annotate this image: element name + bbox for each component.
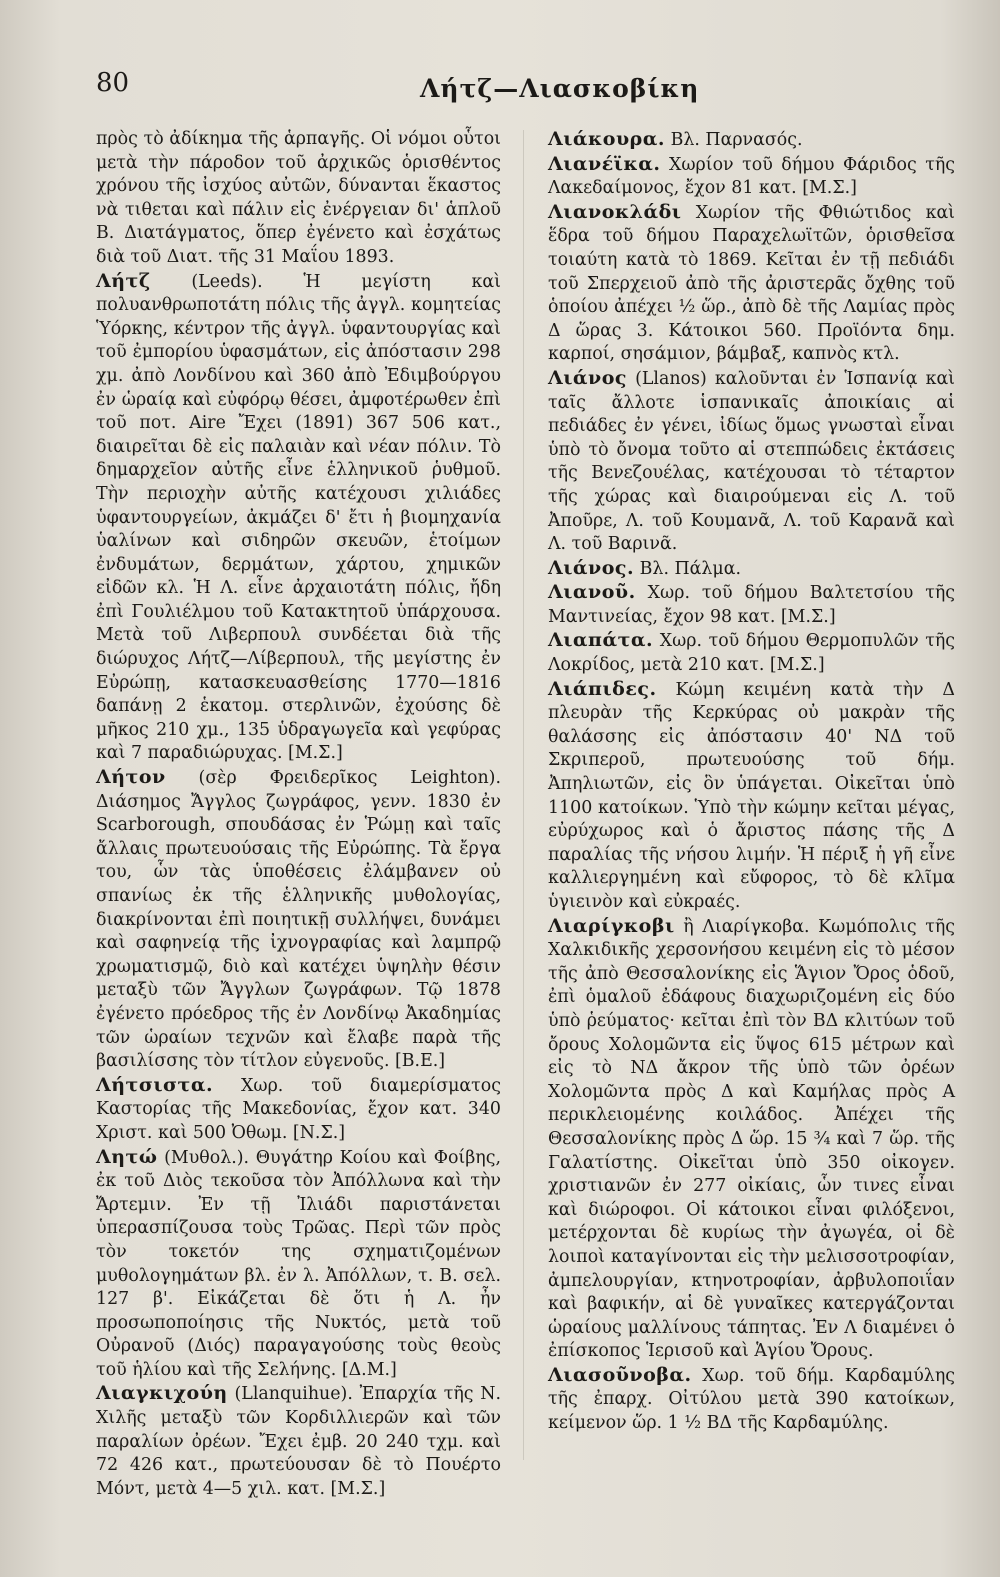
entry-headword: Λήτον: [96, 766, 166, 789]
entry-text: Χωρ. τοῦ δήμου Θερμοπυλῶν τῆς Λοκρίδος, μετὰ 210 κατ. [Μ.Σ.]: [548, 631, 956, 676]
entry: [548, 915, 955, 1364]
entry-text: Χωρίον τῆς Φθιώτιδος καὶ ἕδρα τοῦ δήμου Παραχελωϊτῶν, ὁρισθεῖσα τοιαύτη κατὰ τὸ 1869. Κεῖται ἐν τῇ πεδιάδι τοῦ Σπερχειοῦ ἀπὸ τῆς ἀριστερᾶς ὄχθης τοῦ ὁποίου ἀπέχει ½ ὥρ., ἀπὸ δὲ τῆς Λαμίας πρὸς Δ ὥρας 3. Κάτοικοι 560. Προϊόντα δημ. καρποί, σησάμιον, βάμβαξ, καπνὸς κτλ.: [548, 202, 956, 365]
entry-text: (Μυθολ.). Θυγάτηρ Κοίου καὶ Φοίβης, ἐκ τοῦ Διὸς τεκοῦσα τὸν Ἀπόλλωνα καὶ τὴν Ἄρτεμιν. Ἐν τῇ Ἰλιάδι παριστάνεται ὑπερασπίζουσα τοὺς Τρῶας. Περὶ τῶν πρὸς τὸν τοκετόν της σχηματιζομένων μυθολογημάτων βλ. ἐν λ. Ἀπόλλων, τ. Β. σελ. 127 β'. Εἰκάζεται δὲ ὅτι ἡ Λ. ἦν προσωποποίησις τῆς Νυκτός, μετὰ τοῦ Οὐρανοῦ (Διός) παραγαγούσης τοὺς θεοὺς τοῦ ἡλίου καὶ τῆς Σελήνης. [Δ.Μ.]: [96, 1147, 501, 1380]
entry-text: (Llanos) καλοῦνται ἐν Ἱσπανίᾳ καὶ ταῖς ἄλλοτε ἱσπανικαῖς ἀποικίαις αἱ πεδιάδες ἐν γένει, ἰδίως ὅμως γνωσταὶ εἶναι ὑπὸ τὸ ὄνομα τοῦτο αἱ στεππώδεις ἐκτάσεις τῆς Βενεζουέλας, κατέχουσαι τὸ τέταρτον τῆς χώρας καὶ διαιρούμεναι εἰς Λ. τοῦ Ἀποῦρε, Λ. τοῦ Κουμανᾶ, Λ. τοῦ Καρανᾶ καὶ Λ. τοῦ Βαρινᾶ.: [548, 368, 956, 555]
entry: [96, 1074, 501, 1146]
entry-headword: Λιασοῦνοβα.: [548, 1363, 692, 1386]
entry-headword: Λιανοκλάδι: [548, 200, 682, 223]
entry-headword: Λήτσιστα.: [96, 1073, 214, 1096]
entry-text: Χωρ. τοῦ δήμου Βαλτετσίου τῆς Μαντινείας, ἔχον 98 κατ. [Μ.Σ.]: [548, 583, 955, 627]
entry-headword: Λιανοῦ.: [548, 581, 636, 604]
entry-headword: Λιαπάτα.: [548, 629, 654, 652]
entry-text: ἢ Λιαρίγκοβα. Κωμόπολις τῆς Χαλκιδικῆς χερσονήσου κειμένη εἰς τὸ μέσον τῆς ἀπὸ Θεσσαλονίκης εἰς Ἅγιον Ὄρος ὁδοῦ, ἐπὶ ὁμαλοῦ ἐδάφους διαχωριζομένη εἰς δύο ὑπὸ ῥεύματος· κεῖται ἐπὶ τὸν ΒΔ κλιτύων τοῦ ὄρους Χολομῶντα εἰς ὕψος 615 μέτρων καὶ εἰς τὸ ΝΔ ἄκρον τῆς ὑπὸ τῶν ὀρέων Χολομῶντα πρὸς Δ καὶ Καμήλας πρὸς Α περικλειομένης κοιλάδος. Ἀπέχει τῆς Θεσσαλονίκης πρὸς Δ ὥρ. 15 ¾ καὶ 7 ὥρ. τῆς Γαλατίστης. Οἰκεῖται ὑπὸ 350 οἰκογεν. χριστιανῶν ἐν 277 οἰκίαις, ὧν τινες εἶναι καὶ διώροφοι. Οἱ κάτοικοι εἶναι φιλόξενοι, μετέρχονται δὲ κυρίως τὴν ἀγωγέα, οἱ δὲ λοιποὶ καταγίνονται εἰς τὴν μελισσοτροφίαν, ἀμπελουργίαν, κτηνοτροφίαν, ἀρβυλοποιΐαν καὶ βαφικήν, αἱ δὲ γυναῖκες κατεργάζονται ὡραίους μαλλίνους τάπητας. Ἐν Λ διαμένει ὁ ἐπίσκοπος Ἱερισοῦ καὶ Ἁγίου Ὄρους.: [548, 916, 955, 1362]
entry-text: (σὲρ Φρειδερῖκος Leighton). Διάσημος Ἄγγλος ζωγράφος, γενν. 1830 ἐν Scarborough, σπουδάσας ἐν Ῥώμῃ καὶ ταῖς ἄλλαις πρωτευούσαις τῆς Εὐρώπης. Τὰ ἔργα του, ὧν τὰς ὑποθέσεις ἐλάμβανεν οὐ σπανίως ἐκ τῆς ἑλληνικῆς μυθολογίας, διακρίνονται ἐπὶ ποιητικῇ συλλήψει, δυνάμει καὶ σαφηνείᾳ τῆς ἰχνογραφίας καὶ λαμπρῷ χρωματισμῷ, διὸ καὶ κατέχει ὑψηλὴν θέσιν μεταξὺ τῶν Ἄγγλων ζωγράφων. Τῷ 1878 ἐγένετο πρόεδρος τῆς ἐν Λονδίνῳ Ἀκαδημίας τῶν ὡραίων τεχνῶν καὶ ἔλαβε παρὰ τῆς βασιλίσσης τὸν τίτλον εὐγενοῦς. [Β.Ε.]: [96, 768, 501, 1072]
entry: [96, 1382, 501, 1501]
entry: [548, 581, 955, 629]
entry-headword: Λιάνος.: [548, 556, 635, 579]
entry: [548, 629, 955, 677]
entry-headword: Λιάπιδες.: [548, 677, 657, 700]
entry-text: Κώμη κειμένη κατὰ τὴν Δ πλευρὰν τῆς Κερκύρας οὐ μακρὰν τῆς θαλάσσης εἰς ἀπόστασιν 40' ΝΔ τοῦ Σκριπεροῦ, πρωτευούσης τοῦ δήμ. Ἀπηλιωτῶν, εἰς ὃν ὑπάγεται. Οἰκεῖται ὑπὸ 1100 κατοίκων. Ὑπὸ τὴν κώμην κεῖται μέγας, εὐρύχωρος καὶ ὁ ἄριστος πάσης τῆς Δ παραλίας τῆς νήσου λιμήν. Ἡ πέριξ ἡ γῆ εἶνε καλλιεργημένη καὶ εὔφορος, τὸ δὲ κλῖμα ὑγιεινὸν καὶ εὐκραές.: [548, 679, 955, 912]
entry-headword: Λήτζ: [96, 269, 151, 292]
entry-text: Χωρίον τοῦ δήμου Φάριδος τῆς Λακεδαίμονος, ἔχον 81 κατ. [Μ.Σ.]: [548, 154, 955, 199]
entry-text: Χωρ. τοῦ διαμερίσματος Καστορίας τῆς Μακεδονίας, ἔχον κατ. 340 Χριστ. καὶ 500 Ὀθωμ. [Ν.Σ.]: [96, 1075, 501, 1143]
entry-text: Βλ. Παρνασός.: [670, 130, 803, 150]
column-divider: [523, 130, 524, 1460]
entry: [96, 766, 501, 1074]
running-title: Λήτζ—Λιασκοβίκη: [420, 74, 700, 103]
entry-headword: Λιαρίγκοβι: [548, 914, 675, 937]
entry-headword: Λιάνος: [548, 366, 627, 389]
entry: [548, 678, 955, 915]
entry-headword: Λιαγκιχούη: [96, 1382, 228, 1405]
entry: [548, 367, 955, 557]
entry: [548, 128, 955, 153]
entry-headword: Λιάκουρα.: [548, 128, 666, 150]
entry-headword: Λητώ: [96, 1145, 158, 1168]
entry: [96, 1146, 501, 1383]
entry: [548, 201, 955, 367]
entry-text: Βλ. Πάλμα.: [639, 558, 742, 579]
entry: [96, 128, 501, 270]
left-column: [96, 128, 501, 1501]
page-number: 80: [96, 68, 130, 98]
entry-text: (Leeds). Ἡ μεγίστη καὶ πολυανθρωποτάτη πόλις τῆς ἀγγλ. κομητείας Ὑόρκης, κέντρον τῆς ἀγγλ. ὑφαντουργίας καὶ τοῦ ἐμπορίου ὑφασμάτων, εἰς ἀπόστασιν 298 χμ. ἀπὸ Λονδίνου καὶ 360 ἀπὸ Ἐδιμβούργου ἐν ὡραίᾳ καὶ εὐφόρῳ θέσει, ἀμφοτέρωθεν ἐπὶ τοῦ ποτ. Aire Ἔχει (1891) 367 506 κατ., διαιρεῖται δὲ εἰς παλαιὰν καὶ νέαν πόλιν. Τὸ δημαρχεῖον αὐτῆς εἶνε ἑλληνικοῦ ῥυθμοῦ. Τὴν περιοχὴν αὐτῆς κατέχουσι χιλιάδες ὑφαντουργείων, ἀκμάζει δ' ἔτι ἡ βιομηχανία ὑαλίνων καὶ σιδηρῶν σκευῶν, ἑτοίμων ἐνδυμάτων, δερμάτων, χάρτου, χημικῶν εἰδῶν κλ. Ἡ Λ. εἶνε ἀρχαιοτάτη πόλις, ἤδη ἐπὶ Γουλιέλμου τοῦ Κατακτητοῦ ὑπάρχουσα. Μετὰ τοῦ Λιβερπουλ συνδέεται διὰ τῆς διώρυχος Λήτζ—Λίβερπουλ, τῆς μεγίστης ἐν Εὐρώπῃ, κατασκευασθείσης 1770—1816 δαπάνῃ 2 ἑκατομ. στερλινῶν, ἐχούσης δὲ μῆκος 210 χμ., 135 ὑδραγωγεῖα καὶ γεφύρας καὶ 7 παραδιώρυχας. [Μ.Σ.]: [96, 271, 501, 764]
entry-text: πρὸς τὸ ἀδίκημα τῆς ἁρπαγῆς. Οἱ νόμοι οὗτοι μετὰ τὴν πάροδον τοῦ ἀρχικῶς ὁρισθέντος χρόνου τῆς ἰσχύος αὐτῶν, δύνανται ἕκαστος νὰ τιθεται καὶ πάλιν εἰς ἐνέργειαν δι' ἁπλοῦ Β. Διατάγματος, ὅπερ ἐγένετο καὶ ἐσχάτως διὰ τοῦ Διατ. τῆς 31 Μαΐου 1893.: [96, 129, 501, 267]
entry: [96, 270, 501, 766]
entry-text: Χωρ. τοῦ δήμ. Καρδαμύλης τῆς ἐπαρχ. Οἰτύλου μετὰ 390 κατοίκων, κείμενον ὥρ. 1 ½ ΒΔ τῆς Καρδαμύλης.: [548, 1365, 955, 1434]
entry: [548, 1364, 955, 1436]
entry-text: (Llanquihue). Ἐπαρχία τῆς Ν. Χιλῆς μεταξὺ τῶν Κορδιλλιερῶν καὶ τῶν παραλίων ὀρέων. Ἔχει ἐμβ. 20 240 τχμ. καὶ 72 426 κατ., πρωτεύουσαν δὲ τὸ Πουέρτο Μόντ, μετὰ 4—5 χιλ. κατ. [Μ.Σ.]: [96, 1384, 502, 1499]
entry-headword: Λιανέϊκα.: [548, 152, 661, 175]
entry: [548, 153, 955, 201]
entry: [548, 557, 955, 582]
right-column: [548, 128, 955, 1436]
